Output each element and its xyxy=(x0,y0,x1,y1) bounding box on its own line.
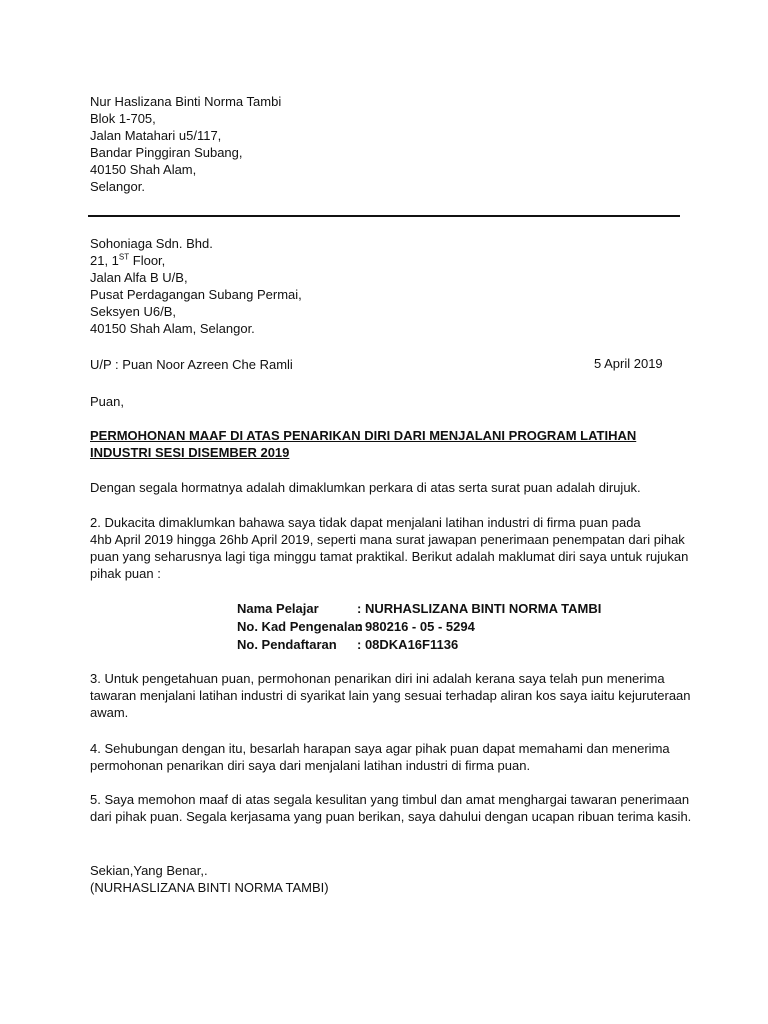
paragraph-line: 4hb April 2019 hingga 26hb April 2019, seperti mana surat jawapan penerimaan penempatan dari pihak xyxy=(90,532,685,547)
paragraph-5 xyxy=(90,791,692,825)
recipient-line: 40150 Shah Alam, Selangor. xyxy=(90,321,255,336)
recipient-floor-line xyxy=(90,252,165,269)
info-row xyxy=(237,636,601,654)
paragraph-line: 2. Dukacita dimaklumkan bahawa saya tidak dapat menjalani latihan industri di firma puan pada xyxy=(90,515,641,530)
paragraph-line: pihak puan : xyxy=(90,566,161,581)
recipient-addr-number: 21, 1 xyxy=(90,253,119,268)
recipient-addr-superscript: ST xyxy=(118,252,130,262)
paragraph-line: awam. xyxy=(90,705,129,720)
paragraph-line: puan yang seharusnya lagi tiga minggu tamat praktikal. Berikut adalah maklumat diri saya untuk rujukan xyxy=(90,549,689,564)
sender-line: Nur Haslizana Binti Norma Tambi xyxy=(90,94,282,109)
student-info xyxy=(237,600,601,654)
letter-date: 5 April 2019 xyxy=(594,356,663,371)
salutation: Puan, xyxy=(90,394,124,409)
info-value: : 08DKA16F1136 xyxy=(357,637,459,652)
info-value: : 980216 - 05 - 5294 xyxy=(357,619,475,634)
letter-subject: PERMOHONAN MAAF DI ATAS PENARIKAN DIRI DARI MENJALANI PROGRAM LATIHAN INDUSTRI SESI DISEMBER 2019 xyxy=(90,428,637,460)
sender-line: Blok 1-705, xyxy=(90,111,156,126)
recipient-line: Jalan Alfa B U/B, xyxy=(90,270,188,285)
signature-name: (NURHASLIZANA BINTI NORMA TAMBI) xyxy=(90,880,329,895)
recipient-line: Pusat Perdagangan Subang Permai, xyxy=(90,287,302,302)
paragraph-line: dari pihak puan. Segala kerjasama yang puan berikan, saya dahului dengan ucapan ribuan terima kasih. xyxy=(90,809,692,824)
paragraph-1: Dengan segala hormatnya adalah dimaklumkan perkara di atas serta surat puan adalah dirujuk. xyxy=(90,480,641,495)
paragraph-line: tawaran menjalani latihan industri di syarikat lain yang sesuai terhadap aliran kos saya iaitu kejuruteraan xyxy=(90,688,691,703)
sender-line: Selangor. xyxy=(90,179,145,194)
attention-line: U/P : Puan Noor Azreen Che Ramli xyxy=(90,357,293,372)
paragraph-line: permohonan penarikan diri saya dari menjalani latihan industri di firma puan. xyxy=(90,758,531,773)
info-label: No. Kad Pengenalan xyxy=(237,619,363,634)
paragraph-line: 4. Sehubungan dengan itu, besarlah harapan saya agar pihak puan dapat memahami dan menerima xyxy=(90,741,670,756)
sender-line: Jalan Matahari u5/117, xyxy=(90,128,222,143)
closing: Sekian,Yang Benar,. xyxy=(90,863,208,878)
paragraph-line: 3. Untuk pengetahuan puan, permohonan penarikan diri ini adalah kerana saya telah pun menerima xyxy=(90,671,665,686)
recipient-line: Seksyen U6/B, xyxy=(90,304,176,319)
info-label: No. Pendaftaran xyxy=(237,637,337,652)
paragraph-2 xyxy=(90,514,689,582)
paragraph-4 xyxy=(90,740,682,774)
info-value: : NURHASLIZANA BINTI NORMA TAMBI xyxy=(357,601,602,616)
paragraph-line: 5. Saya memohon maaf di atas segala kesulitan yang timbul dan amat menghargai tawaran penerimaan xyxy=(90,792,690,807)
sender-line: 40150 Shah Alam, xyxy=(90,162,197,177)
recipient-company: Sohoniaga Sdn. Bhd. xyxy=(90,236,213,251)
header-divider xyxy=(88,215,680,217)
sender-line: Bandar Pinggiran Subang, xyxy=(90,145,243,160)
paragraph-3 xyxy=(90,670,691,721)
info-row xyxy=(237,618,601,636)
recipient-addr-floor: Floor, xyxy=(129,253,166,268)
info-label: Nama Pelajar xyxy=(237,601,319,616)
info-row xyxy=(237,600,601,618)
